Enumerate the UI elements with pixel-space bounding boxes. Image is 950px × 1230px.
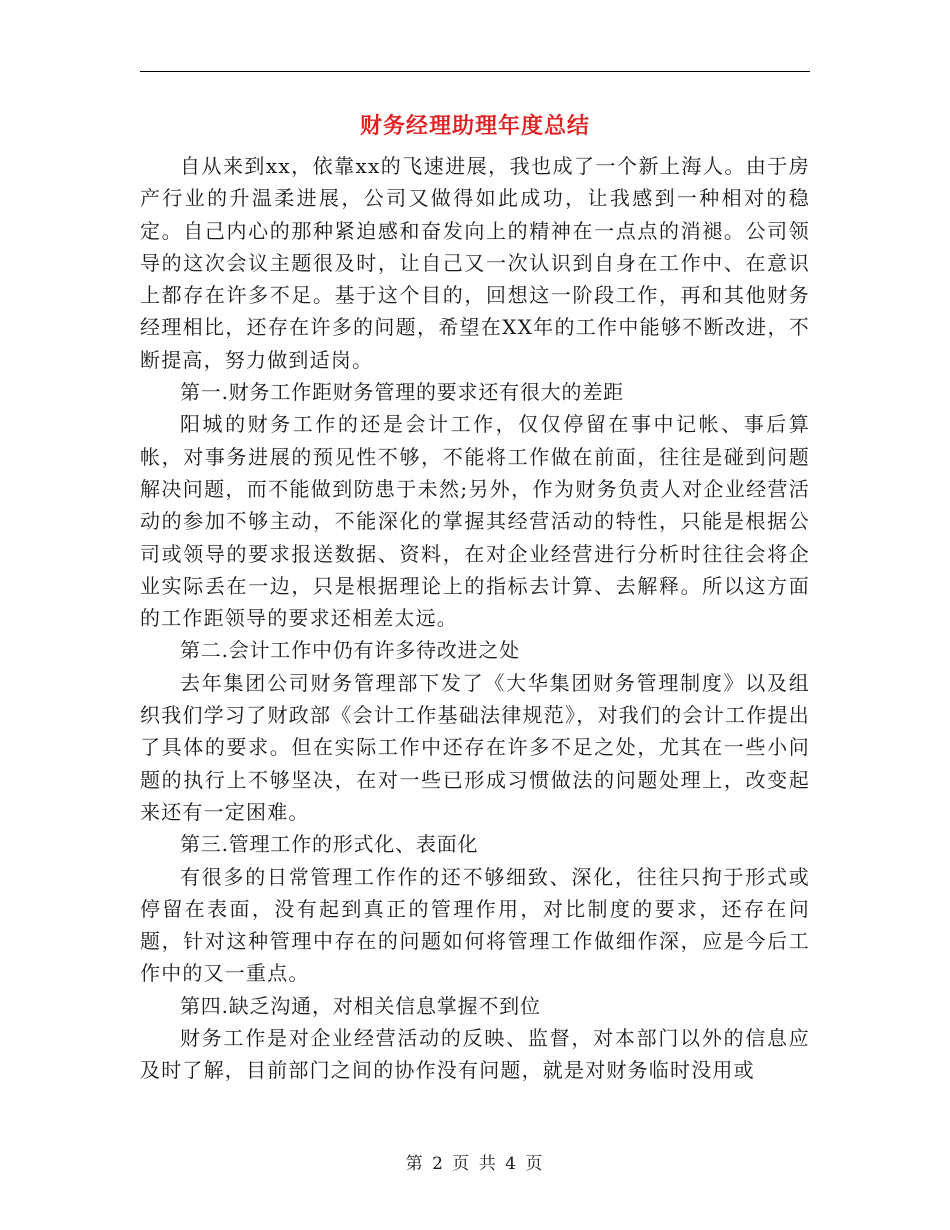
section-heading-2: 第二.会计工作中仍有许多待改进之处 xyxy=(180,638,520,663)
section-paragraph-1: 阳城的财务工作的还是会计工作，仅仅停留在事中记帐、事后算帐，对事务进展的预见性不够，不能将工作做在前面，往往是碰到问题解决问题，而不能做到防患于未然;另外，作为财务负责人对企业经营活动的参加不够主动，不能深化的掌握其经营活动的特性，只能是根据公司或领导的要求报送数据、资料，在对企业经营进行分析时往往会将企业实际丢在一边，只是根据理论上的指标去计算、去解释。所以这方面的工作距领导的要求还相差太远。 xyxy=(140,412,810,631)
document-body xyxy=(140,150,810,1087)
section-heading-1: 第一.财务工作距财务管理的要求还有很大的差距 xyxy=(180,380,624,405)
page-footer: 第 2 页 共 4 页 xyxy=(405,1154,545,1174)
section-paragraph-2: 去年集团公司财务管理部下发了《大华集团财务管理制度》以及组织我们学习了财政部《会计工作基础法律规范》，对我们的会计工作提出了具体的要求。但在实际工作中还存在许多不足之处，尤其在一些小问题的执行上不够坚决，在对一些已形成习惯做法的问题处理上，改变起来还有一定困难。 xyxy=(140,670,810,824)
section-paragraph-3: 有很多的日常管理工作作的还不够细致、深化，往往只拘于形式或停留在表面，没有起到真正的管理作用，对比制度的要求，还存在问题，针对这种管理中存在的问题如何将管理工作做细作深，应是今后工作中的又一重点。 xyxy=(140,864,810,986)
section-heading-3: 第三.管理工作的形式化、表面化 xyxy=(180,832,479,857)
intro-paragraph: 自从来到xx，依靠xx的飞速进展，我也成了一个新上海人。由于房产行业的升温柔进展，公司又做得如此成功，让我感到一种相对的稳定。自己内心的那种紧迫感和奋发向上的精神在一点点的消褪。公司领导的这次会议主题很及时，让自己又一次认识到自身在工作中、在意识上都存在许多不足。基于这个目的，回想这一阶段工作，再和其他财务经理相比，还存在许多的问题，希望在XX年的工作中能够不断改进，不断提高，努力做到适岗。 xyxy=(140,154,810,372)
section-paragraph-4: 财务工作是对企业经营活动的反映、监督，对本部门以外的信息应及时了解，目前部门之间的协作没有问题，就是对财务临时没用或 xyxy=(140,1026,810,1083)
section-heading-4: 第四.缺乏沟通，对相关信息掌握不到位 xyxy=(180,993,541,1018)
header-rule xyxy=(140,71,810,72)
document-title: 财务经理助理年度总结 xyxy=(359,113,590,139)
